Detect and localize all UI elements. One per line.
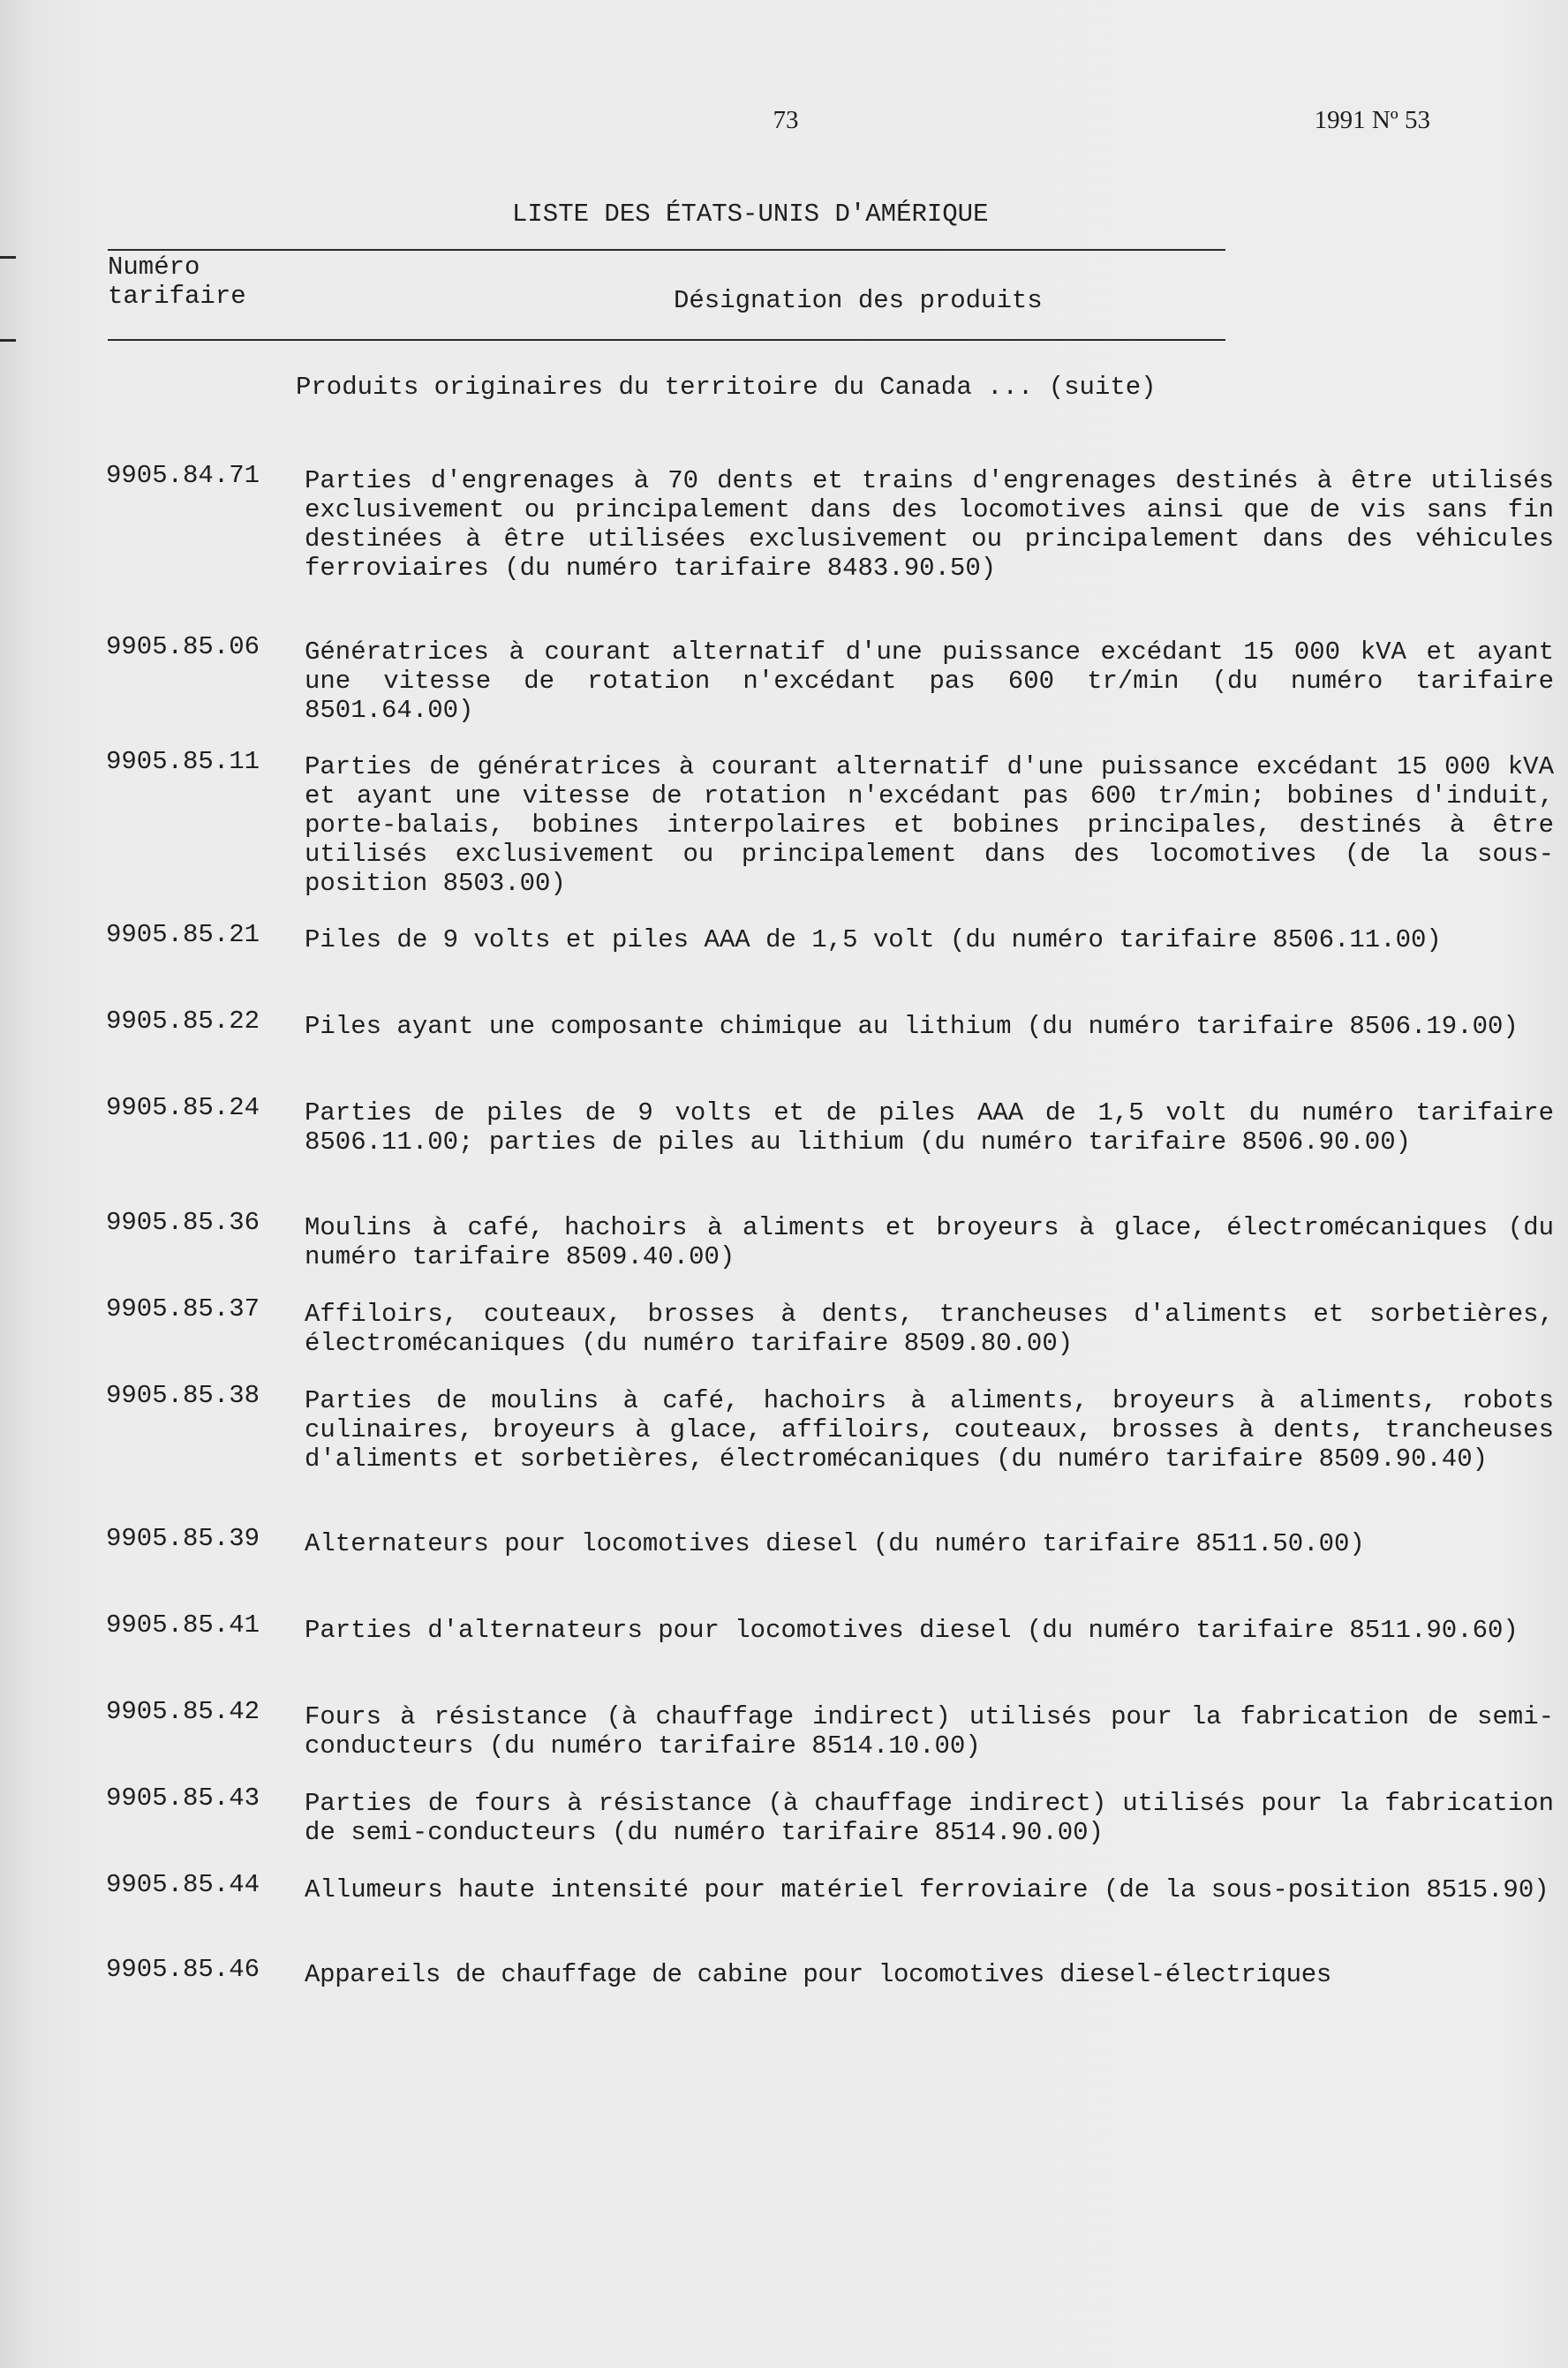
column-header-number: Numéro tarifaire — [108, 253, 246, 311]
tariff-code: 9905.85.43 — [106, 1784, 260, 1813]
product-description: Parties de piles de 9 volts et de piles AAA de 1,5 volt du numéro tarifaire 8506.11.00; parties de piles au lithium (du numéro tarifaire 8506.90.00) — [305, 1098, 1554, 1157]
tariff-code: 9905.85.22 — [106, 1007, 260, 1036]
column-header-description: Désignation des produits — [674, 286, 1043, 315]
product-description: Génératrices à courant alternatif d'une puissance excédant 15 000 kVA et ayant une vitesse de rotation n'excédant pas 600 tr/min (du numéro tarifaire 8501.64.00) — [305, 637, 1554, 725]
product-description: Piles de 9 volts et piles AAA de 1,5 volt (du numéro tarifaire 8506.11.00) — [305, 925, 1442, 954]
header-rule-top — [108, 249, 1225, 251]
product-description: Allumeurs haute intensité pour matériel ferroviaire (de la sous-position 8515.90) — [305, 1875, 1549, 1904]
tariff-code: 9905.85.11 — [106, 747, 260, 776]
section-title: Produits originaires du territoire du Canada ... (suite) — [296, 373, 1157, 402]
tariff-code: 9905.85.42 — [106, 1697, 260, 1726]
product-description: Moulins à café, hachoirs à aliments et broyeurs à glace, électromécaniques (du numéro tarifaire 8509.40.00) — [305, 1213, 1554, 1271]
binding-mark — [0, 339, 16, 342]
tariff-code: 9905.85.41 — [106, 1610, 260, 1640]
tariff-code: 9905.85.21 — [106, 920, 260, 949]
tariff-code: 9905.85.46 — [106, 1955, 260, 1984]
tariff-code: 9905.85.44 — [106, 1870, 260, 1899]
product-description: Fours à résistance (à chauffage indirect) utilisés pour la fabrication de semi-conducteurs (du numéro tarifaire 8514.10.00) — [305, 1702, 1554, 1761]
tariff-code: 9905.85.38 — [106, 1381, 260, 1410]
page-number: 73 — [773, 106, 799, 134]
issue-number: 1991 Nº 53 — [1314, 106, 1430, 134]
product-description: Parties d'engrenages à 70 dents et trains d'engrenages destinés à être utilisés exclusivement ou principalement dans des locomotives ainsi que de vis sans fin destinées à être utilisées exclusivement ou principalement dans des véhicules ferroviaires (du numéro tarifaire 8483.90.50) — [305, 466, 1554, 583]
product-description: Parties d'alternateurs pour locomotives diesel (du numéro tarifaire 8511.90.60) — [305, 1616, 1519, 1645]
tariff-code: 9905.85.24 — [106, 1093, 260, 1122]
list-title: LISTE DES ÉTATS-UNIS D'AMÉRIQUE — [512, 200, 989, 229]
tariff-code: 9905.85.06 — [106, 632, 260, 661]
binding-mark — [0, 256, 16, 259]
tariff-code: 9905.84.71 — [106, 461, 260, 490]
product-description: Affiloirs, couteaux, brosses à dents, trancheuses d'aliments et sorbetières, électromécaniques (du numéro tarifaire 8509.80.00) — [305, 1300, 1554, 1358]
product-description: Parties de génératrices à courant alternatif d'une puissance excédant 15 000 kVA et ayant une vitesse de rotation n'excédant pas 600 tr/min; bobines d'induit, porte-balais, bobines interpolaires et bobines principales, destinés à être utilisés exclusivement ou principalement dans des locomotives (de la sous-position 8503.00) — [305, 752, 1554, 898]
tariff-code: 9905.85.37 — [106, 1294, 260, 1324]
product-description: Parties de fours à résistance (à chauffage indirect) utilisés pour la fabrication de semi-conducteurs (du numéro tarifaire 8514.90.00) — [305, 1789, 1554, 1847]
product-description: Appareils de chauffage de cabine pour locomotives diesel-électriques — [305, 1960, 1331, 1989]
product-description: Parties de moulins à café, hachoirs à aliments, broyeurs à aliments, robots culinaires, broyeurs à glace, affiloirs, couteaux, brosses à dents, trancheuses d'aliments et sorbetières, électromécaniques (du numéro tarifaire 8509.90.40) — [305, 1386, 1554, 1474]
product-description: Alternateurs pour locomotives diesel (du numéro tarifaire 8511.50.00) — [305, 1529, 1365, 1558]
product-description: Piles ayant une composante chimique au lithium (du numéro tarifaire 8506.19.00) — [305, 1012, 1519, 1041]
header-rule-bottom — [108, 339, 1225, 341]
tariff-code: 9905.85.36 — [106, 1208, 260, 1237]
tariff-code: 9905.85.39 — [106, 1524, 260, 1553]
